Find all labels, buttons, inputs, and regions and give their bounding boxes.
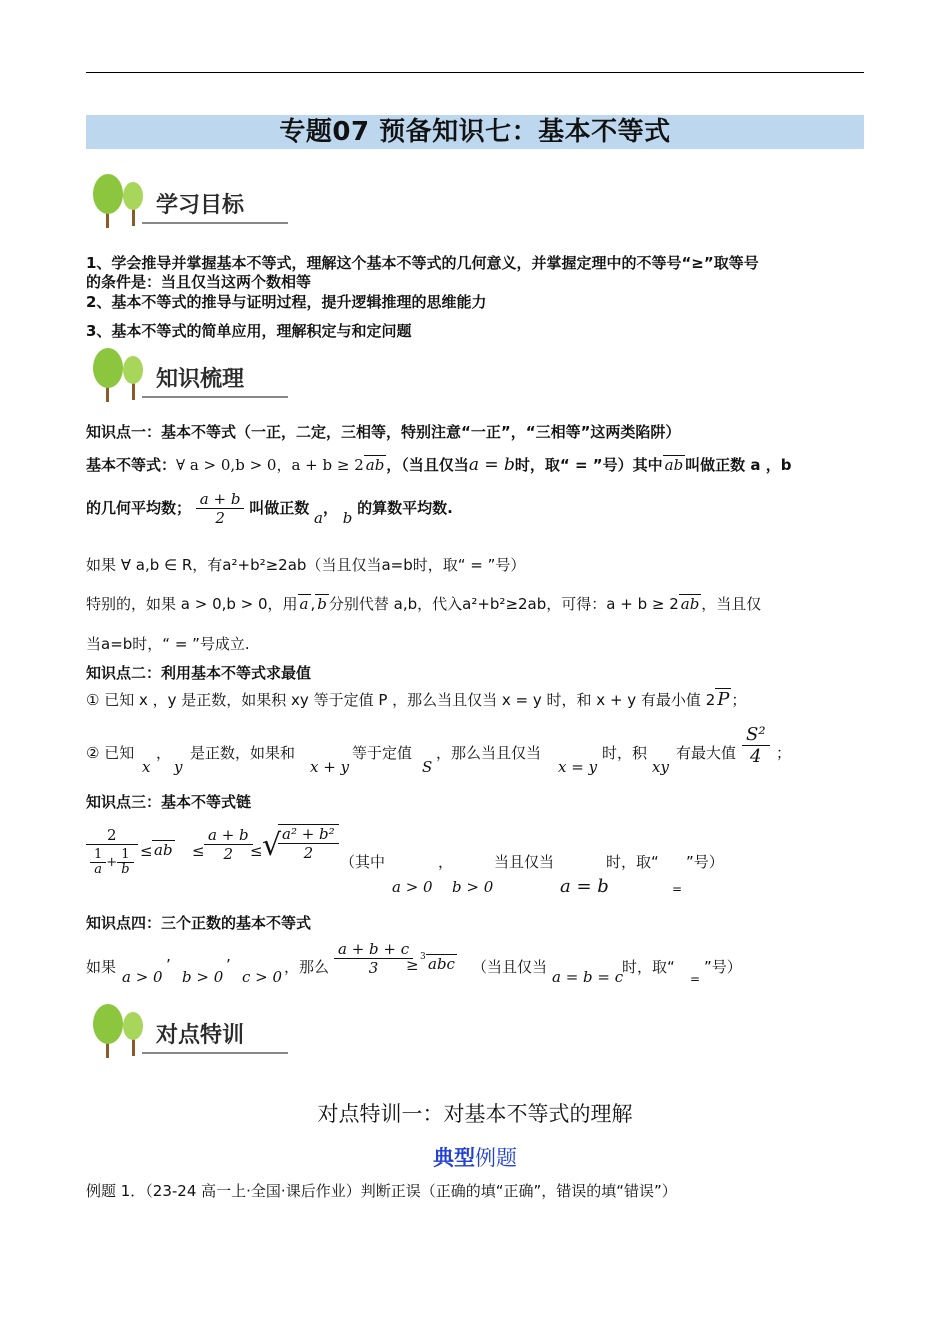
k1-l2-mid: 叫做正数	[249, 499, 310, 517]
k1-line1	[86, 454, 791, 475]
section-goals	[90, 172, 290, 230]
k1-line4: 特别的，如果 a > 0,b > 0，用 a , b 分别代替 a,b，代入a²+b²≥2ab，可得：a + b ≥ 2 ab ，当且仅	[86, 595, 762, 613]
k4-line: 如果 a > 0 ’ b > 0 ’ c > 0 ，那么 $\frac{a + b + c}{3}$ ≥ 3 abc （当且仅当 a = b = c 时，取“ = ”号）	[86, 940, 742, 986]
example-1: 例题 1．（23-24 高一上·全国·课后作业）判断正误（正确的填“正确”，错误的填“错误”）	[86, 1182, 677, 1200]
goal-1b: 的条件是：当且仅当这两个数相等	[86, 273, 312, 291]
k1-line2: 的几何平均数； $\frac{a + b}{2}$ 叫做正数 a， b 的算数平均数.	[86, 490, 453, 527]
section-underline	[142, 222, 288, 224]
k1-heading: 知识点一：基本不等式（一正，二定，三相等，特别注意“一正”，“三相等”这两类陷阱）	[86, 423, 681, 441]
example-heading-bold: 典型	[433, 1146, 475, 1170]
k4-fraction: $\frac{a + b + c}{3}$	[334, 940, 413, 977]
k3-radical: ab	[154, 841, 173, 859]
k3-harmonic-fraction: 2 $\frac{1}{a}$ + $\frac{1}{b}$	[86, 826, 138, 877]
section-underline	[142, 1052, 288, 1054]
goal-2: 2、基本不等式的推导与证明过程，提升逻辑推理的思维能力	[86, 293, 487, 311]
k1-l1-pre: 基本不等式：	[86, 456, 177, 474]
goal-1a: 1、学会推导并掌握基本不等式，理解这个基本不等式的几何意义，并掌握定理中的不等号“≥”取等号	[86, 254, 759, 272]
example-heading-normal: 例题	[475, 1146, 517, 1170]
section-label: 学习目标	[156, 193, 245, 218]
k1-l1-eq: a = b	[468, 455, 515, 475]
k2-heading: 知识点二：利用基本不等式求最值	[86, 664, 312, 682]
k4-heading: 知识点四：三个正数的基本不等式	[86, 914, 312, 932]
section-training	[90, 1002, 290, 1060]
k1-fraction: $\frac{a + b}{2}$	[196, 490, 245, 527]
k4-radical: abc	[428, 955, 455, 973]
k1-l1-end: 叫做正数 a ，b	[685, 456, 792, 474]
k1-l2-pre: 的几何平均数；	[86, 499, 192, 517]
training-heading: 对点特训一：对基本不等式的理解	[317, 1102, 633, 1126]
section-underline	[142, 396, 288, 398]
header-rule	[86, 72, 864, 73]
section-label: 对点特训	[156, 1023, 245, 1048]
goal-3: 3、基本不等式的简单应用，理解积定与和定问题	[86, 322, 412, 340]
k1-l2-a: a	[314, 509, 323, 527]
k1-l2-end: 的算数平均数.	[357, 499, 453, 517]
k3-chain: 2 $\frac{1}{a}$ + $\frac{1}{b}$ ≤ ab ≤ $\frac{a + b}{2}$ ≤ √ $\frac{\text{a² + b²}}{2}$ （其中 a > 0 ， b > 0 当且仅当 a = b 时，取“ = ”号）	[86, 824, 846, 904]
k1-line5: 当a=b时，“ = ”号成立.	[86, 635, 250, 653]
section-label: 知识梳理	[156, 367, 245, 392]
section-knowledge	[90, 346, 290, 404]
k1-l1-radical: ab	[365, 456, 385, 474]
k1-l1-mid: ，（当且仅当	[386, 456, 469, 474]
k2-line1: ① 已知 x ，y 是正数，如果积 xy 等于定值 P ，那么当且仅当 x = y 时，和 x + y 有最小值 2 P ；	[86, 689, 747, 710]
k1-l1-mid2: 时，取“ = ”号）其中	[514, 456, 663, 474]
page-title: 专题07 预备知识七：基本不等式	[279, 117, 671, 147]
k3-heading: 知识点三：基本不等式链	[86, 793, 252, 811]
k3-arith-fraction: $\frac{a + b}{2}$	[204, 826, 253, 863]
k2-fraction: $\frac{\text{S²}}{4}$	[742, 724, 770, 767]
k1-l2-b: b	[342, 509, 353, 527]
k1-l1-cond: ∀ a > 0,b > 0，a + b ≥ 2	[176, 456, 364, 474]
k1-l1-radical2: ab	[664, 456, 684, 474]
example-heading	[0, 1142, 950, 1172]
k1-line3: 如果 ∀ a,b ∈ R，有a²+b²≥2ab（当且仅当a=b时，取“ = ”号）	[86, 556, 526, 574]
